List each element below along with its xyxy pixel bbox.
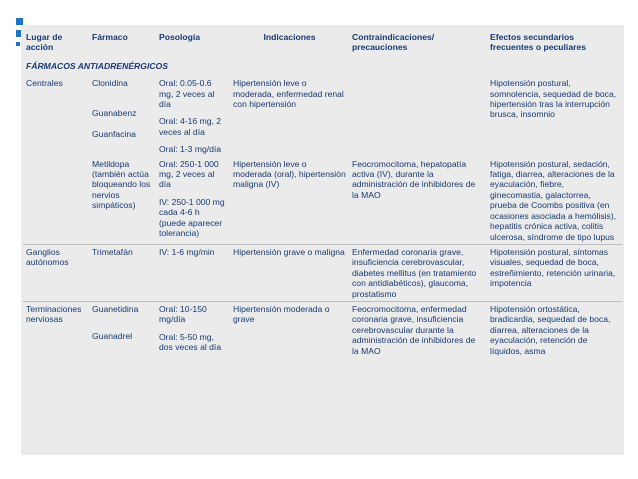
- header-side-effects: Efectos secundarios frecuentes o peculiares: [490, 32, 587, 53]
- table-row: [23, 76, 622, 156]
- slide-content: [23, 27, 622, 453]
- header-row: [23, 27, 622, 58]
- dosage-text: Oral: 1-3 mg/día: [159, 144, 222, 155]
- header-site: Lugar de acción: [26, 32, 63, 53]
- decor-square-1: [16, 18, 23, 25]
- section-title: FÁRMACOS ANTIADRENÉRGICOS: [26, 60, 168, 71]
- cell-drugs: [89, 244, 156, 301]
- header-indications: Indicaciones: [263, 32, 316, 42]
- cell-indications: Hipertensión grave o maligna: [230, 244, 349, 301]
- section-row: [23, 58, 622, 76]
- cell-contraindications: Feocromocitoma, enfermedad coronaria grave, insuficiencia cerebrovascular durante la administración de inhibidores de la MAO: [349, 301, 487, 358]
- table-row: [23, 157, 622, 245]
- cell-indications: Hipertensión leve o moderada (oral), hipertensión maligna (IV): [233, 158, 346, 190]
- cell-side-effects: Hipotensión postural, síntomas visuales, sequedad de boca, estreñimiento, retención urinaria, impotencia: [487, 244, 622, 301]
- dosage-text: Oral: 5-50 mg, dos veces al día: [159, 331, 222, 353]
- header-contraindications: Contraindicaciones/ precauciones: [352, 32, 435, 53]
- drug-name: Guanabenz: [92, 107, 137, 118]
- cell-site: Terminaciones nerviosas: [23, 301, 89, 358]
- header-drug: Fármaco: [92, 32, 128, 42]
- dosage-text: IV: 250-1 000 mg cada 4-6 h (puede aparecer tolerancia): [159, 196, 225, 239]
- cell-dosages: [156, 157, 230, 245]
- cell-side-effects: Hipotensión postural, sedación, fatiga, diarrea, alteraciones de la eyaculación, fiebre, ginecomastia, galactorrea, prueba de Coombs positiva (en ocasiones asociada a hemólisis), hepatitis crónica activa, colitis ulcerosa, síndrome de tipo lupus: [490, 158, 617, 242]
- table-row: [23, 244, 622, 301]
- drug-name: Metildopa (también actúa bloqueando los nervios simpáticos): [92, 158, 151, 211]
- drug-name: Clonidina: [92, 78, 128, 89]
- cell-drugs: [89, 301, 156, 358]
- cell-side-effects: Hipotensión ortostática, bradicardia, sequedad de boca, diarrea, alteraciones de la eyaculación, retención de líquidos, asma: [487, 301, 622, 358]
- drug-table: [23, 27, 622, 358]
- table-row: [23, 301, 622, 358]
- cell-drugs: [89, 76, 156, 156]
- cell-dosages: [156, 301, 230, 358]
- cell-contraindications: Feocromocitoma, hepatopatía activa (IV), durante la administración de inhibidores de la MAO: [352, 158, 476, 200]
- cell-indications: Hipertensión moderada o grave: [230, 301, 349, 358]
- dosage-text: Oral: 10-150 mg/día: [159, 303, 207, 325]
- dosage-text: Oral: 4-16 mg, 2 veces al día: [159, 116, 222, 137]
- cell-contraindications: Enfermedad coronaria grave, insuficiencia cerebrovascular, diabetes mellitus (en tratamiento con antidiabéticos), glaucoma, prostatismo: [349, 244, 487, 301]
- decor-square-3: [16, 42, 20, 46]
- cell-indications: Hipertensión leve o moderada, enfermedad renal con hipertensión: [233, 78, 344, 110]
- header-dosage: Posología: [159, 32, 201, 42]
- drug-name: Guanetidina: [92, 303, 139, 314]
- dosage-text: Oral: 250-1 000 mg, 2 veces al día: [159, 158, 219, 190]
- cell-side-effects: Hipotensión postural, somnolencia, sequedad de boca, hipertensión tras la interrupción brusca, insomnio: [490, 78, 617, 120]
- drug-name: Guanfacina: [92, 129, 136, 140]
- cell-site: Ganglios autónomos: [23, 244, 89, 301]
- dosage-text: IV: 1-6 mg/min: [159, 246, 215, 257]
- cell-contraindications: [349, 76, 487, 156]
- cell-site: [23, 157, 89, 245]
- drug-name: Trimetafán: [92, 246, 133, 257]
- cell-drugs: [89, 157, 156, 245]
- dosage-text: Oral: 0.05-0.6 mg, 2 veces al día: [159, 78, 215, 110]
- cell-dosages: [156, 76, 230, 156]
- cell-site: Centrales: [26, 78, 63, 89]
- drug-name: Guanadrel: [92, 331, 133, 342]
- cell-dosages: [156, 244, 230, 301]
